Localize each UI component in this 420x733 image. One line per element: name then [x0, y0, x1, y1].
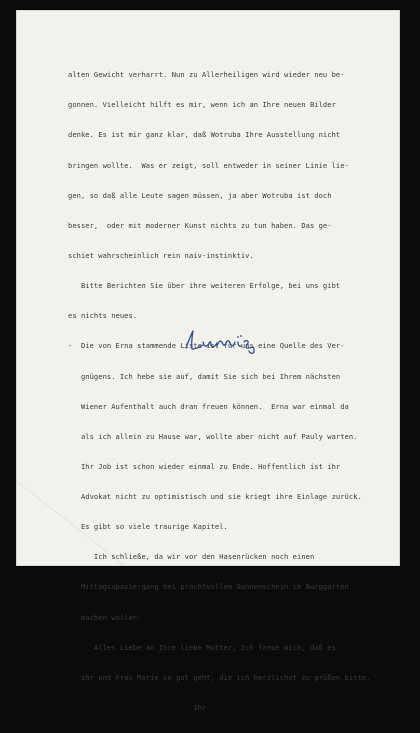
- letter-line: Alles Liebe an Ihre liebe Mutter, Ich freue mich, daß es: [68, 642, 336, 652]
- letter-line: Es gibt so viele traurige Kapitel.: [68, 522, 228, 532]
- letter-page: [16, 10, 400, 713]
- letter-line: bringen wollte. Was er zeigt, soll entweder in seiner Linie lie-: [68, 160, 349, 170]
- letter-line: gonnen. Vielleicht hilft es mir, wenn ich an Ihre neuen Bilder: [68, 100, 336, 110]
- letter-line: Ich schließe, da wir vor den Hasenrücken noch einen: [68, 552, 315, 562]
- letter-line: Bitte Berichten Sie über ihre weiteren Erfolge, bei uns gibt: [68, 281, 341, 291]
- letter-line: Wiener Aufenthalt auch dran freuen können. Erna war einmal da: [68, 401, 349, 411]
- letter-line: - Die von Erna stammende Liste ist für uns eine Quelle des Ver-: [68, 341, 345, 351]
- letter-line: schiet wahrscheinlich rein naiv-instinktiv.: [68, 250, 254, 260]
- letter-line: gen, so daß alle Leute sagen müssen, ja aber Wotruba ist doch: [68, 190, 332, 200]
- letter-line: als ich allein zu Hause war, wollte aber nicht auf Pauly warten.: [68, 431, 358, 441]
- letter-line: denke. Es ist mir ganz klar, daß Wotruba Ihre Ausstellung nicht: [68, 130, 341, 140]
- letter-line: Mittagsspaziergang bei prachtvollem Sonnenschein im Burggarten: [68, 582, 349, 592]
- letter-line: machen wollen.: [68, 612, 142, 622]
- letter-line: gnügens. Ich hebe sie auf, damit Sie sich bei Ihrem nächsten: [68, 371, 341, 381]
- letter-line: ihr und Frau Marie so gut geht, die ich herzlichst zu grüßen bitte.: [68, 672, 371, 682]
- letter-line: Advokat nicht zu optimistisch und sie kriegt ihre Einlage zurück.: [68, 492, 362, 502]
- letter-line: alten Gewicht verharrt. Nun zu Allerheiligen wird wieder neu be-: [68, 70, 345, 80]
- letter-body: [68, 50, 408, 733]
- letter-closing: Ihr: [68, 703, 207, 713]
- letter-line: Ihr Job ist schon wieder einmal zu Ende. Hoffentlich ist ihr: [68, 461, 341, 471]
- letter-line: es nichts neues.: [68, 311, 138, 321]
- handwritten-signature-icon: [182, 328, 274, 354]
- letter-line: besser, oder mit moderner Kunst nichts zu tun haben. Das ge-: [68, 220, 332, 230]
